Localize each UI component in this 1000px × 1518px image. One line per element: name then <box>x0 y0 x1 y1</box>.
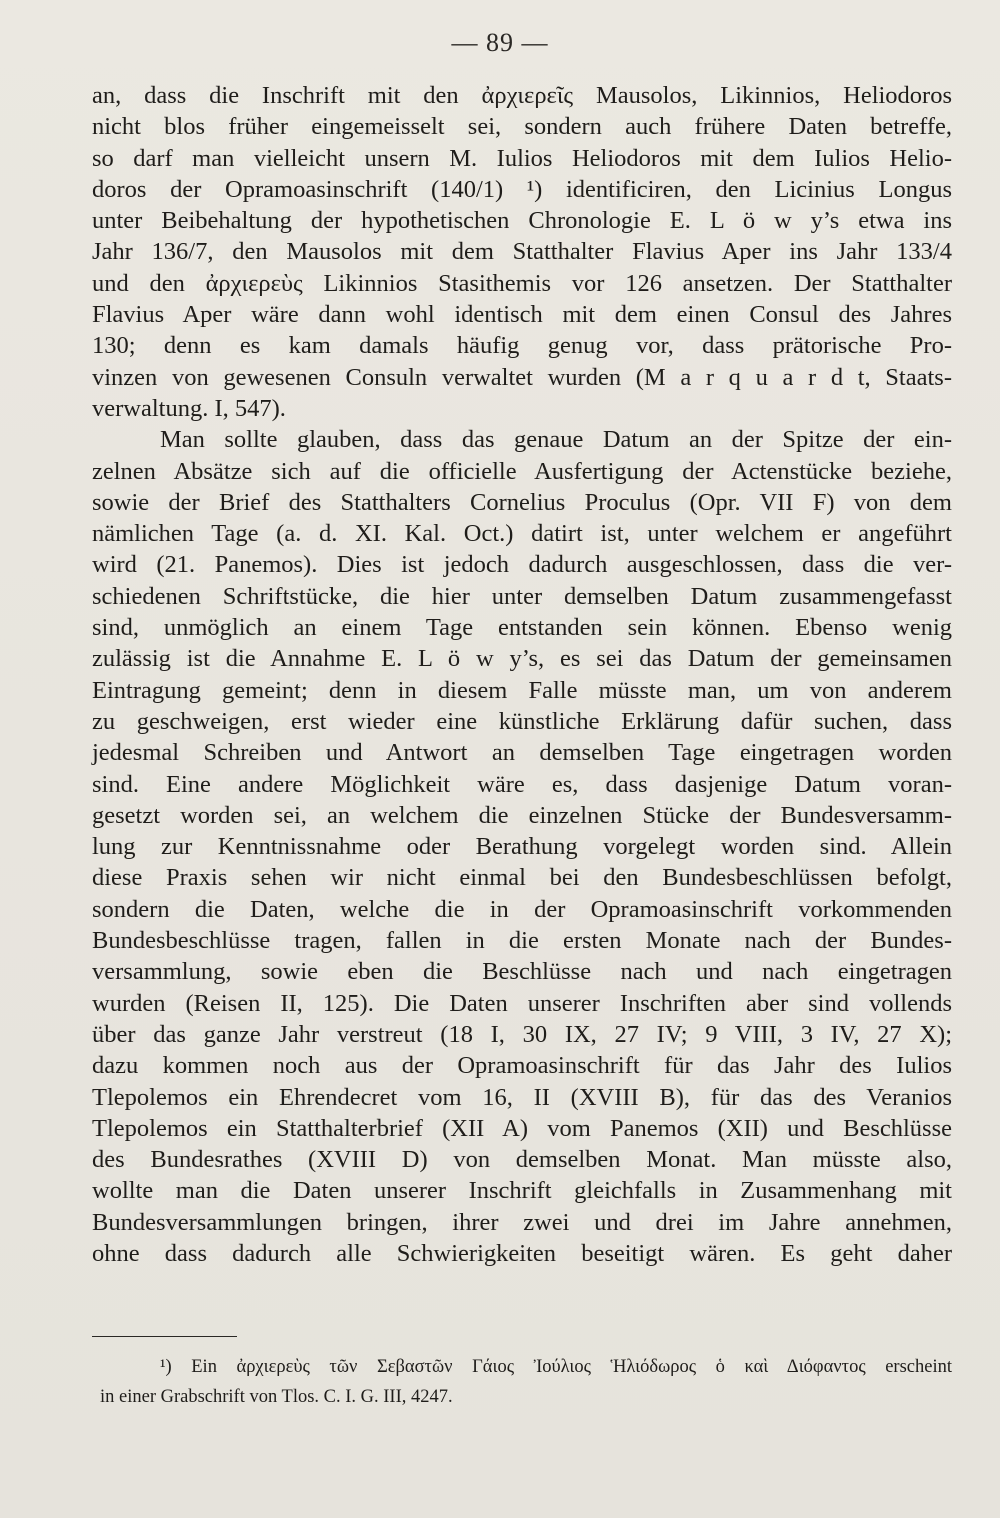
text-line: Eintragung gemeint; denn in diesem Falle müsste man, um von anderem <box>92 676 952 704</box>
text-line: zelnen Absätze sich auf die officielle Ausfertigung der Actenstücke beziehe, <box>92 457 952 485</box>
text-line: Tlepolemos ein Statthalterbrief (XII A) vom Panemos (XII) und Beschlüsse <box>92 1114 952 1142</box>
paragraph-start-line: Man sollte glauben, dass das genaue Datum an der Spitze der ein- <box>160 426 952 454</box>
text-line: dazu kommen noch aus der Opramoasinschrift für das Jahr des Iulios <box>92 1052 952 1080</box>
text-line: wird (21. Panemos). Dies ist jedoch dadurch ausgeschlossen, dass die ver- <box>92 551 952 579</box>
text-line: schiedenen Schriftstücke, die hier unter demselben Datum zusammengefasst <box>92 582 952 610</box>
footnote-line: in einer Grabschrift von Tlos. C. I. G. III, 4247. <box>100 1387 453 1407</box>
text-line: sind, unmöglich an einem Tage entstanden sein können. Ebenso wenig <box>92 614 952 642</box>
text-line: jedesmal Schreiben und Antwort an demselben Tage eingetragen worden <box>92 739 952 767</box>
text-line: 130; denn es kam damals häufig genug vor, dass prätorische Pro- <box>92 332 952 360</box>
text-line: zu geschweigen, erst wieder eine künstliche Erklärung dafür suchen, dass <box>92 707 952 735</box>
text-line: ohne dass dadurch alle Schwierigkeiten beseitigt wären. Es geht daher <box>92 1239 952 1267</box>
text-line: nicht blos früher eingemeisselt sei, sondern auch frühere Daten betreffe, <box>92 113 952 141</box>
text-line: an, dass die Inschrift mit den ἀρχιερεῖς Mausolos, Likinnios, Heliodoros <box>92 82 952 109</box>
text-line: wollte man die Daten unserer Inschrift gleichfalls in Zusammenhang mit <box>92 1177 952 1205</box>
text-line: diese Praxis sehen wir nicht einmal bei den Bundesbeschlüssen befolgt, <box>92 864 952 892</box>
text-line: gesetzt worden sei, an welchem die einzelnen Stücke der Bundesversamm- <box>92 801 952 829</box>
text-line: Jahr 136/7, den Mausolos mit dem Statthalter Flavius Aper ins Jahr 133/4 <box>92 238 952 266</box>
text-line: wurden (Reisen II, 125). Die Daten unserer Inschriften aber sind vollends <box>92 989 952 1017</box>
text-line: Bundesbeschlüsse tragen, fallen in die ersten Monate nach der Bundes- <box>92 927 952 955</box>
text-line: vinzen von gewesenen Consuln verwaltet wurden (M a r q u a r d t, Staats- <box>92 363 952 391</box>
text-line: so darf man vielleicht unsern M. Iulios Heliodoros mit dem Iulios Helio- <box>92 144 952 172</box>
text-line: Flavius Aper wäre dann wohl identisch mit dem einen Consul des Jahres <box>92 301 952 329</box>
text-line: des Bundesrathes (XVIII D) von demselben Monat. Man müsste also, <box>92 1146 952 1174</box>
text-line: verwaltung. I, 547). <box>92 394 286 422</box>
footnote-divider <box>92 1336 237 1337</box>
text-line: über das ganze Jahr verstreut (18 I, 30 IX, 27 IV; 9 VIII, 3 IV, 27 X); <box>92 1020 952 1048</box>
text-line: versammlung, sowie eben die Beschlüsse nach und nach eingetragen <box>92 958 952 986</box>
footnote-line: ¹) Ein ἀρχιερεὺς τῶν Σεβαστῶν Γάιος Ἰούλιος Ἡλιόδωρος ὁ καὶ Διόφαντος erscheint <box>160 1357 952 1377</box>
text-line: sondern die Daten, welche die in der Opramoasinschrift vorkommenden <box>92 895 952 923</box>
text-line: Tlepolemos ein Ehrendecret vom 16, II (XVIII B), für das des Veranios <box>92 1083 952 1111</box>
text-line: unter Beibehaltung der hypothetischen Chronologie E. L ö w y’s etwa ins <box>92 207 952 235</box>
body-text <box>92 80 952 1269</box>
text-line: sind. Eine andere Möglichkeit wäre es, dass dasjenige Datum voran- <box>92 770 952 798</box>
text-line: sowie der Brief des Statthalters Cornelius Proculus (Opr. VII F) von dem <box>92 488 952 516</box>
text-line: Bundesversammlungen bringen, ihrer zwei und drei im Jahre annehmen, <box>92 1208 952 1236</box>
text-line: und den ἀρχιερεὺς Likinnios Stasithemis vor 126 ansetzen. Der Statthalter <box>92 269 952 297</box>
text-line: doros der Opramoasinschrift (140/1) ¹) identificiren, den Licinius Longus <box>92 175 952 203</box>
page-number: — 89 — <box>451 28 549 57</box>
footnotes <box>100 1352 952 1412</box>
text-line: lung zur Kenntnissnahme oder Berathung vorgelegt worden sind. Allein <box>92 833 952 861</box>
text-line: nämlichen Tage (a. d. XI. Kal. Oct.) datirt ist, unter welchem er angeführt <box>92 520 952 548</box>
text-line: zulässig ist die Annahme E. L ö w y’s, es sei das Datum der gemeinsamen <box>92 645 952 673</box>
